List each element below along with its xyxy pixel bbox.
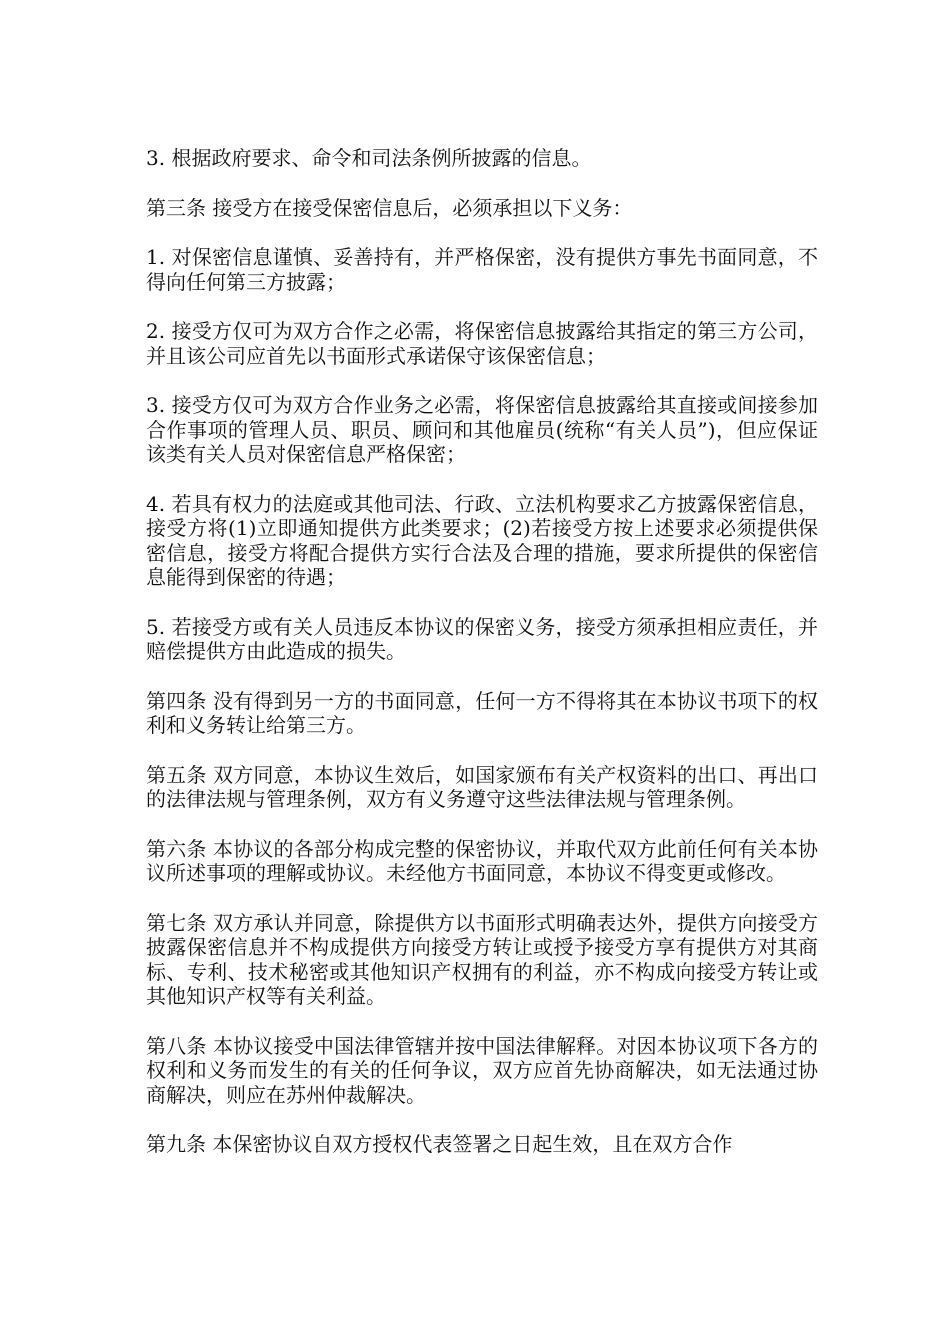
paragraph-article-3: 第三条 接受方在接受保密信息后，必须承担以下义务： xyxy=(146,195,633,220)
paragraph-obligation-1: 1. 对保密信息谨慎、妥善持有，并严格保密，没有提供方事先书面同意，不得向任何第三方披露； xyxy=(146,245,818,294)
document-body xyxy=(146,146,818,1182)
paragraph-clause-item-3: 3. 根据政府要求、命令和司法条例所披露的信息。 xyxy=(146,146,592,170)
paragraph-article-9: 第九条 本保密协议自双方授权代表签署之日起生效，且在双方合作 xyxy=(146,1132,733,1156)
paragraph-obligation-5: 5. 若接受方或有关人员违反本协议的保密义务，接受方须承担相应责任，并赔偿提供方由此造成的损失。 xyxy=(146,614,818,663)
paragraph-article-5: 第五条 双方同意，本协议生效后，如国家颁布有关产权资料的出口、再出口的法律法规与管理条例，双方有义务遵守这些法律法规与管理条例。 xyxy=(146,762,818,811)
paragraph-obligation-4: 4. 若具有权力的法庭或其他司法、行政、立法机构要求乙方披露保密信息，接受方将(1)立即通知提供方此类要求；(2)若接受方按上述要求必须提供保密信息，接受方将配合提供方实行合法及合理的措施，要求所提供的保密信息能得到保密的待遇； xyxy=(146,491,818,589)
paragraph-article-4: 第四条 没有得到另一方的书面同意，任何一方不得将其在本协议书项下的权利和义务转让给第三方。 xyxy=(146,688,818,737)
paragraph-obligation-2: 2. 接受方仅可为双方合作之必需，将保密信息披露给其指定的第三方公司，并且该公司应首先以书面形式承诺保守该保密信息； xyxy=(146,319,818,368)
paragraph-article-7: 第七条 双方承认并同意，除提供方以书面形式明确表达外，提供方向接受方披露保密信息并不构成提供方向接受方转让或授予接受方享有提供方对其商标、专利、技术秘密或其他知识产权拥有的利益，亦不构成向接受方转让或其他知识产权等有关利益。 xyxy=(146,910,818,1008)
paragraph-article-6: 第六条 本协议的各部分构成完整的保密协议，并取代双方此前任何有关本协议所述事项的理解或协议。未经他方书面同意，本协议不得变更或修改。 xyxy=(146,836,818,885)
paragraph-article-8: 第八条 本协议接受中国法律管辖并按中国法律解释。对因本协议项下各方的权利和义务而发生的有关的任何争议，双方应首先协商解决，如无法通过协商解决，则应在苏州仲裁解决。 xyxy=(146,1033,818,1107)
paragraph-obligation-3: 3. 接受方仅可为双方合作业务之必需，将保密信息披露给其直接或间接参加合作事项的管理人员、职员、顾问和其他雇员(统称“有关人员”)，但应保证该类有关人员对保密信息严格保密； xyxy=(146,393,818,466)
